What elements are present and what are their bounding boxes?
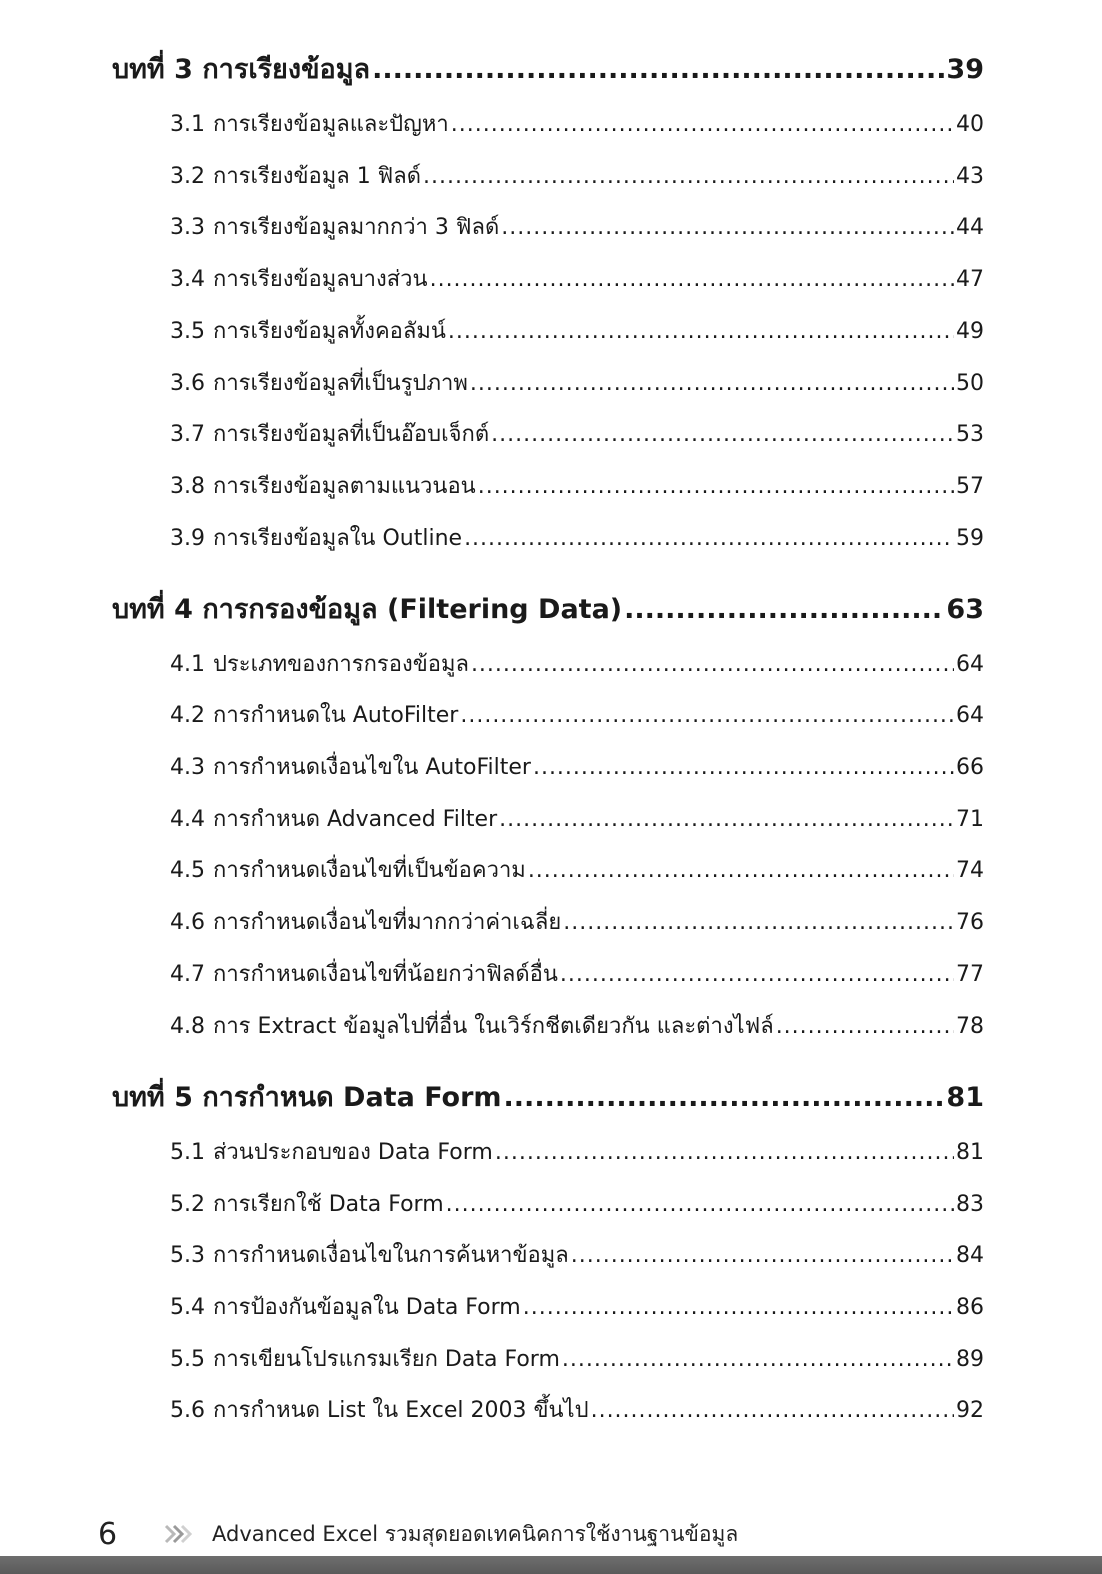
toc-entry [170, 1245, 984, 1267]
section-page-number: 81 [956, 1140, 984, 1165]
section-page-number: 83 [956, 1192, 984, 1217]
section-title: การกำหนด Advanced Filter [213, 807, 498, 832]
section-title: การเรียงข้อมูลใน Outline [213, 526, 463, 551]
toc-entry [170, 528, 984, 550]
section-page-number: 43 [956, 164, 984, 189]
section-title: การเรียงข้อมูล 1 ฟิลด์ [213, 164, 422, 189]
section-title: การเรียงข้อมูลตามแนวนอน [213, 474, 476, 499]
section-page-number: 40 [956, 112, 984, 137]
section-page-number: 49 [956, 319, 984, 344]
chapter-page-number: 39 [946, 54, 984, 85]
dot-leader [624, 596, 944, 623]
section-number: 5.5 [170, 1347, 205, 1372]
section-page-number: 64 [956, 703, 984, 728]
section-page-number: 64 [956, 652, 984, 677]
toc-entry [170, 217, 984, 239]
chapter-page-number: 81 [946, 1082, 984, 1113]
dot-leader [501, 217, 954, 239]
section-title: การกำหนดเงื่อนไขในการค้นหาข้อมูล [213, 1243, 569, 1268]
section-page-number: 59 [956, 526, 984, 551]
section-title: การกำหนดเงื่อนไขที่น้อยกว่าฟิลด์อื่น [213, 962, 558, 987]
section-page-number: 78 [956, 1014, 984, 1039]
toc-entry [170, 654, 984, 676]
section-number: 4.7 [170, 962, 205, 987]
section-page-number: 44 [956, 215, 984, 240]
section-number: 3.4 [170, 267, 205, 292]
toc-entry [170, 1194, 984, 1216]
section-page-number: 77 [956, 962, 984, 987]
toc-entry [170, 269, 984, 291]
chapter-title: บทที่ 4 การกรองข้อมูล (Filtering Data) [112, 594, 623, 625]
bottom-border-bar [0, 1556, 1102, 1574]
section-number: 4.4 [170, 807, 205, 832]
page-footer [98, 1514, 998, 1554]
toc-entry [170, 476, 984, 498]
section-number: 5.4 [170, 1295, 205, 1320]
toc-entry [170, 114, 984, 136]
section-title: การเรียงข้อมูลและปัญหา [213, 112, 449, 137]
section-number: 3.5 [170, 319, 205, 344]
chapter-title: บทที่ 5 การกำหนด Data Form [112, 1082, 502, 1113]
toc-entry [170, 1142, 984, 1164]
section-number: 4.5 [170, 858, 205, 883]
section-page-number: 76 [956, 910, 984, 935]
section-title: การกำหนดเงื่อนไขที่เป็นข้อความ [213, 858, 526, 883]
section-page-number: 53 [956, 422, 984, 447]
dot-leader [423, 166, 954, 188]
section-title: การ Extract ข้อมูลไปที่อื่น ในเวิร์กชีตเดียวกัน และต่างไฟล์ [213, 1014, 774, 1039]
dot-leader [523, 1297, 954, 1319]
section-title: การเขียนโปรแกรมเรียก Data Form [213, 1347, 560, 1372]
double-chevron-right-icon [164, 1523, 194, 1545]
dot-leader [448, 321, 954, 343]
section-page-number: 74 [956, 858, 984, 883]
dot-leader [776, 1016, 954, 1038]
section-page-number: 47 [956, 267, 984, 292]
section-title: การเรียงข้อมูลที่เป็นอ๊อบเจ็กต์ [213, 422, 490, 447]
section-title: การเรียงข้อมูลทั้งคอลัมน์ [213, 319, 446, 344]
dot-leader [563, 912, 954, 934]
toc-entry [170, 705, 984, 727]
section-title: การเรียงข้อมูลที่เป็นรูปภาพ [213, 371, 468, 396]
section-title: ประเภทของการกรองข้อมูล [213, 652, 469, 677]
section-number: 4.3 [170, 755, 205, 780]
book-title: Advanced Excel รวมสุดยอดเทคนิคการใช้งานฐานข้อมูล [212, 1521, 739, 1546]
section-page-number: 86 [956, 1295, 984, 1320]
section-number: 5.1 [170, 1140, 205, 1165]
dot-leader [560, 964, 954, 986]
section-number: 5.6 [170, 1398, 205, 1423]
chapter-heading [112, 1084, 984, 1111]
section-page-number: 57 [956, 474, 984, 499]
section-page-number: 71 [956, 807, 984, 832]
section-title: การเรียงข้อมูลมากกว่า 3 ฟิลด์ [213, 215, 500, 240]
dot-leader [499, 809, 954, 831]
section-title: การกำหนด List ใน Excel 2003 ขึ้นไป [213, 1398, 589, 1423]
toc-entry [170, 809, 984, 831]
dot-leader [504, 1084, 945, 1111]
section-title: การกำหนดเงื่อนไขใน AutoFilter [213, 755, 531, 780]
section-title: ส่วนประกอบของ Data Form [213, 1140, 493, 1165]
section-number: 3.9 [170, 526, 205, 551]
dot-leader [464, 528, 954, 550]
chapter-heading [112, 56, 984, 83]
toc-entry [170, 964, 984, 986]
section-number: 3.7 [170, 422, 205, 447]
section-title: การกำหนดเงื่อนไขที่มากกว่าค่าเฉลี่ย [213, 910, 562, 935]
section-number: 4.8 [170, 1014, 205, 1039]
section-title: การป้องกันข้อมูลใน Data Form [213, 1295, 521, 1320]
section-number: 4.1 [170, 652, 205, 677]
dot-leader [451, 114, 954, 136]
section-number: 3.3 [170, 215, 205, 240]
dot-leader [491, 424, 954, 446]
toc-entry [170, 860, 984, 882]
section-number: 4.2 [170, 703, 205, 728]
section-title: การกำหนดใน AutoFilter [213, 703, 459, 728]
dot-leader [446, 1194, 954, 1216]
section-page-number: 92 [956, 1398, 984, 1423]
chapter-page-number: 63 [946, 594, 984, 625]
footer-page-number: 6 [98, 1516, 118, 1552]
section-number: 3.2 [170, 164, 205, 189]
section-title: การเรียกใช้ Data Form [213, 1192, 444, 1217]
section-page-number: 89 [956, 1347, 984, 1372]
section-page-number: 84 [956, 1243, 984, 1268]
dot-leader [470, 373, 954, 395]
toc-entry [170, 166, 984, 188]
section-page-number: 66 [956, 755, 984, 780]
dot-leader [562, 1349, 954, 1371]
section-page-number: 50 [956, 371, 984, 396]
section-number: 5.2 [170, 1192, 205, 1217]
section-title: การเรียงข้อมูลบางส่วน [213, 267, 428, 292]
dot-leader [372, 56, 944, 83]
section-number: 3.1 [170, 112, 205, 137]
section-number: 4.6 [170, 910, 205, 935]
chapter-heading [112, 596, 984, 623]
toc-entry [170, 373, 984, 395]
dot-leader [571, 1245, 954, 1267]
toc-entry [170, 1400, 984, 1422]
toc-entry [170, 321, 984, 343]
dot-leader [471, 654, 954, 676]
chapter-title: บทที่ 3 การเรียงข้อมูล [112, 54, 371, 85]
toc-entry [170, 1297, 984, 1319]
toc-entry [170, 424, 984, 446]
dot-leader [495, 1142, 954, 1164]
dot-leader [528, 860, 954, 882]
section-number: 3.8 [170, 474, 205, 499]
dot-leader [591, 1400, 954, 1422]
dot-leader [430, 269, 954, 291]
dot-leader [460, 705, 954, 727]
toc-entry [170, 912, 984, 934]
section-number: 3.6 [170, 371, 205, 396]
dot-leader [533, 757, 954, 779]
toc-entry [170, 1016, 984, 1038]
dot-leader [478, 476, 954, 498]
section-number: 5.3 [170, 1243, 205, 1268]
toc-entry [170, 1349, 984, 1371]
toc-entry [170, 757, 984, 779]
